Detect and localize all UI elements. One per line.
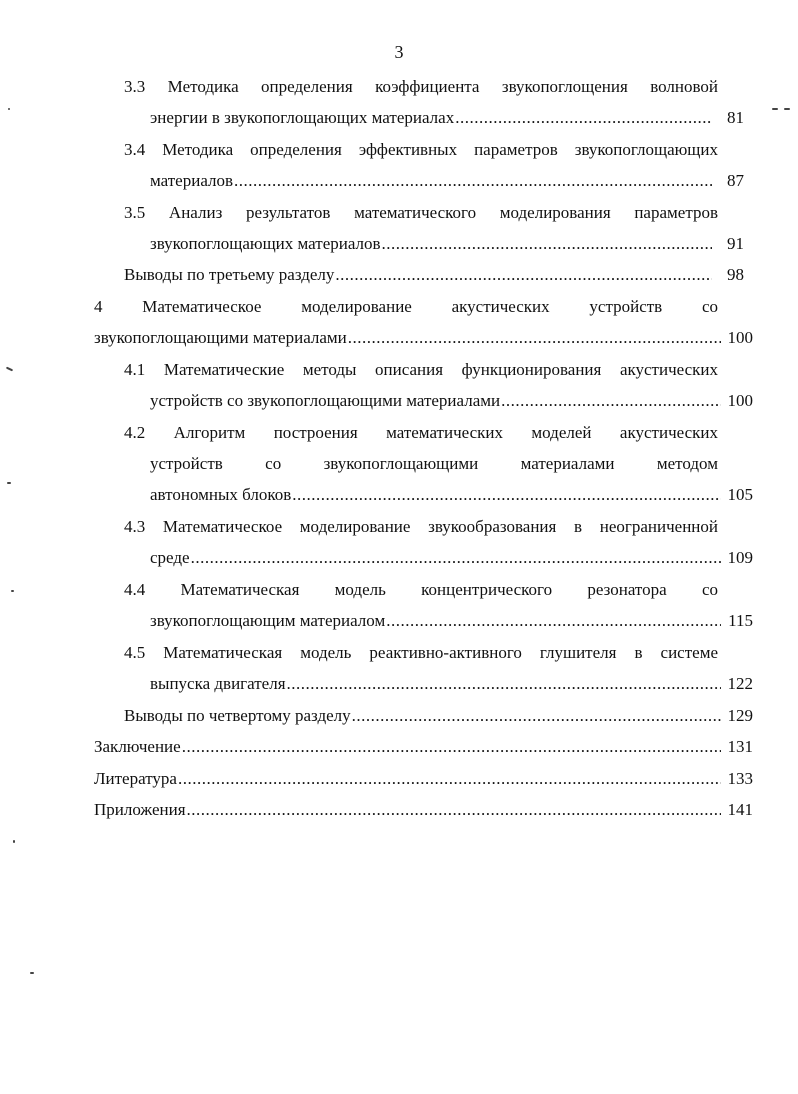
leader-dots [335, 263, 712, 287]
toc-entry-text: Приложения [94, 800, 186, 819]
toc-entry-3-3-title: 3.3 Методика определения коэффициента звукопоглощения волновой [124, 77, 718, 96]
toc-entry-text: звукопоглощающими материалами [94, 328, 347, 347]
leader-dots [178, 767, 721, 791]
toc-page-number: 141 [727, 800, 753, 819]
toc-page-number: 100 [727, 328, 753, 347]
scan-speck [11, 590, 14, 592]
toc-page-number: 109 [727, 548, 753, 567]
toc-page-number: 115 [728, 611, 753, 630]
toc-page-number: 133 [727, 769, 753, 788]
scan-speck [7, 482, 11, 484]
toc-entry-4-5-title: 4.5 Математическая модель реактивно-активного глушителя в системе [124, 643, 718, 662]
toc-entry-text: автономных блоков [150, 485, 292, 504]
toc-entry-3-5-continuation [150, 232, 744, 256]
toc-entry-4-5-continuation [150, 672, 753, 696]
leader-dots [287, 672, 721, 696]
leader-dots [386, 609, 721, 633]
scan-speck [772, 108, 778, 110]
toc-page-number: 87 [727, 171, 744, 190]
leader-dots [182, 735, 721, 759]
toc-entry-4-1-continuation [150, 389, 753, 413]
toc-entry-4-4-title: 4.4 Математическая модель концентрического резонатора со [124, 580, 718, 599]
toc-entry-conclusion [94, 735, 753, 759]
toc-entry-4-2-title: 4.2 Алгоритм построения математических моделей акустических [124, 423, 718, 442]
toc-entry-text: Заключение [94, 737, 181, 756]
scan-speck [8, 108, 10, 110]
toc-entry-4-3-continuation [150, 546, 753, 570]
toc-entry-conclusions-4 [124, 704, 753, 728]
toc-entry-4-1-title: 4.1 Математические методы описания функционирования акустических [124, 360, 718, 379]
toc-entry-text: звукопоглощающих материалов [150, 234, 381, 253]
toc-page-number: 91 [727, 234, 744, 253]
toc-entry-text: устройств со звукопоглощающими материалами [150, 391, 501, 410]
toc-entry-literature [94, 767, 753, 791]
toc-entry-conclusions-3 [124, 263, 744, 287]
toc-page-number: 122 [727, 674, 753, 693]
scan-speck [784, 108, 790, 110]
toc-page-number: 81 [727, 108, 744, 127]
toc-page-number: 105 [727, 485, 753, 504]
toc-page-number: 100 [727, 391, 753, 410]
toc-page-number: 131 [727, 737, 753, 756]
toc-entry-4-3-title: 4.3 Математическое моделирование звукообразования в неограниченной [124, 517, 718, 536]
leader-dots [501, 389, 721, 413]
leader-dots [455, 106, 712, 130]
toc-page-number: 98 [727, 265, 744, 284]
toc-entry-text: среде [150, 548, 190, 567]
toc-entry-text: Выводы по третьему разделу [124, 265, 335, 284]
leader-dots [348, 326, 721, 350]
toc-entry-3-5-title: 3.5 Анализ результатов математического моделирования параметров [124, 203, 718, 222]
toc-entry-text: Литература [94, 769, 177, 788]
leader-dots [187, 798, 721, 822]
page-number: 3 [394, 42, 404, 62]
toc-page-number: 129 [727, 706, 753, 725]
toc-entry-3-3-continuation [150, 106, 744, 130]
toc-entry-4-4-continuation [150, 609, 753, 633]
toc-entry-text: энергии в звукопоглощающих материалах [150, 108, 455, 127]
toc-entry-text: выпуска двигателя [150, 674, 286, 693]
toc-entry-3-4-continuation [150, 169, 744, 193]
toc-entry-4-2-continuation [150, 483, 753, 507]
leader-dots [234, 169, 712, 193]
toc-section-4-continuation [94, 326, 753, 350]
toc-entry-4-2-line2: устройств со звукопоглощающими материалами методом [150, 454, 718, 473]
toc-section-4-title: 4 Математическое моделирование акустических устройств со [94, 297, 718, 316]
leader-dots [292, 483, 721, 507]
toc-entry-text: звукопоглощающим материалом [150, 611, 386, 630]
toc-entry-3-4-title: 3.4 Методика определения эффективных параметров звукопоглощающих [124, 140, 718, 159]
leader-dots [352, 704, 721, 728]
scan-speck [13, 840, 15, 843]
toc-entry-text: Выводы по четвертому разделу [124, 706, 351, 725]
scan-speck [30, 972, 34, 974]
leader-dots [382, 232, 712, 256]
toc-entry-text: материалов [150, 171, 234, 190]
leader-dots [191, 546, 721, 570]
toc-entry-appendices [94, 798, 753, 822]
